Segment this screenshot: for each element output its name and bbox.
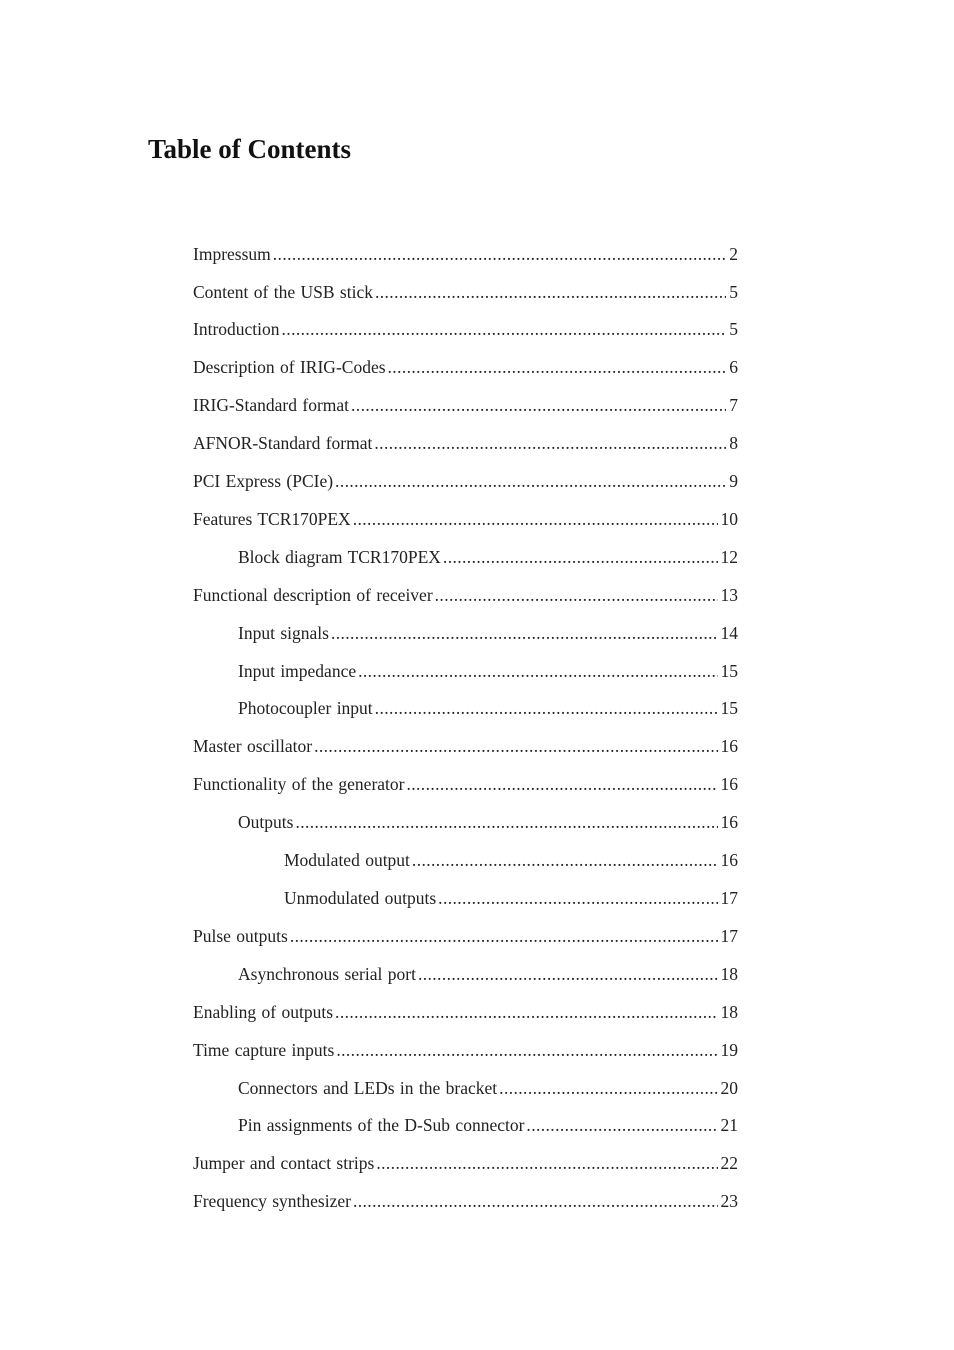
toc-page-number: 5 (729, 319, 738, 339)
toc-page-number: 21 (720, 1115, 738, 1135)
toc-entry-unmodulated-outputs[interactable] (284, 886, 738, 910)
toc-entry-title: Jumper and contact strips (193, 1153, 375, 1173)
toc-entry-title: Description of IRIG-Codes (193, 357, 386, 377)
toc-entry-connectors-leds-bracket[interactable] (238, 1076, 738, 1100)
toc-entry-pin-assignments-dsub[interactable] (238, 1113, 738, 1137)
toc-entry-content-usb-stick[interactable] (193, 280, 738, 304)
toc-entry-jumper-contact-strips[interactable] (193, 1151, 738, 1175)
toc-entry-title: Introduction (193, 319, 280, 339)
toc-entry-master-oscillator[interactable] (193, 734, 738, 758)
toc-entry-pci-express[interactable] (193, 469, 738, 493)
toc-page-number: 17 (720, 888, 738, 908)
toc-page-number: 2 (729, 244, 738, 264)
toc-entry-title: Block diagram TCR170PEX (238, 547, 441, 567)
toc-entry-title: Unmodulated outputs (284, 888, 437, 908)
toc-dot-leader (295, 810, 717, 834)
toc-dot-leader (443, 545, 718, 569)
toc-dot-leader (374, 431, 726, 455)
toc-page-number: 16 (720, 736, 738, 756)
toc-entry-title: IRIG-Standard format (193, 395, 350, 415)
toc-page-number: 16 (720, 812, 738, 832)
toc-dot-leader (499, 1076, 717, 1100)
toc-dot-leader (375, 696, 718, 720)
toc-page-number: 14 (720, 623, 738, 643)
toc-dot-leader (438, 886, 717, 910)
toc-dot-leader (388, 355, 727, 379)
toc-entry-title: Input impedance (238, 661, 357, 681)
toc-entry-title: Outputs (238, 812, 294, 832)
toc-entry-title: PCI Express (PCIe) (193, 471, 334, 491)
toc-page-number: 8 (729, 433, 738, 453)
toc-dot-leader (358, 659, 717, 683)
toc-page-number: 23 (720, 1191, 738, 1211)
toc-entry-title: Functional description of receiver (193, 585, 433, 605)
toc-page-number: 18 (720, 1002, 738, 1022)
toc-entry-title: Asynchronous serial port (238, 964, 416, 984)
toc-entry-title: Functionality of the generator (193, 774, 405, 794)
toc-entry-title: Master oscillator (193, 736, 313, 756)
toc-entry-description-irig-codes[interactable] (193, 355, 738, 379)
toc-page-number: 16 (720, 774, 738, 794)
toc-entry-title: Input signals (238, 623, 329, 643)
toc-page-number: 10 (720, 509, 738, 529)
toc-dot-leader (351, 393, 726, 417)
toc-dot-leader (418, 962, 718, 986)
toc-entry-enabling-outputs[interactable] (193, 1000, 738, 1024)
toc-entry-frequency-synthesizer[interactable] (193, 1189, 738, 1213)
toc-entry-title: Photocoupler input (238, 698, 373, 718)
toc-dot-leader (290, 924, 718, 948)
toc-dot-leader (336, 1038, 717, 1062)
toc-dot-leader (353, 1189, 718, 1213)
toc-entry-title: AFNOR-Standard format (193, 433, 373, 453)
toc-dot-leader (282, 317, 727, 341)
toc-entry-introduction[interactable] (193, 317, 738, 341)
toc-dot-leader (335, 469, 726, 493)
toc-page-number: 13 (720, 585, 738, 605)
toc-entry-functionality-generator[interactable] (193, 772, 738, 796)
toc-entry-input-signals[interactable] (238, 621, 738, 645)
toc-dot-leader (314, 734, 717, 758)
toc-page-number: 22 (720, 1153, 738, 1173)
toc-page-number: 20 (720, 1078, 738, 1098)
toc-entry-title: Enabling of outputs (193, 1002, 334, 1022)
toc-entry-asynchronous-serial-port[interactable] (238, 962, 738, 986)
toc-entry-title: Time capture inputs (193, 1040, 335, 1060)
toc-dot-leader (335, 1000, 717, 1024)
toc-dot-leader (406, 772, 717, 796)
toc-entry-title: Connectors and LEDs in the bracket (238, 1078, 498, 1098)
toc-dot-leader (273, 242, 726, 266)
toc-entry-features-tcr170pex[interactable] (193, 507, 738, 531)
toc-page-number: 15 (720, 698, 738, 718)
toc-page-number: 18 (720, 964, 738, 984)
toc-dot-leader (412, 848, 718, 872)
toc-entry-impressum[interactable] (193, 242, 738, 266)
toc-page-number: 7 (729, 395, 738, 415)
toc-dot-leader (376, 1151, 717, 1175)
toc-page-number: 15 (720, 661, 738, 681)
toc-dot-leader (435, 583, 718, 607)
toc-page-number: 17 (720, 926, 738, 946)
toc-dot-leader (526, 1113, 717, 1137)
toc-page-number: 19 (720, 1040, 738, 1060)
toc-entry-title: Content of the USB stick (193, 282, 373, 302)
toc-entry-photocoupler-input[interactable] (238, 696, 738, 720)
toc-page-number: 16 (720, 850, 738, 870)
toc-entry-modulated-output[interactable] (284, 848, 738, 872)
toc-dot-leader (353, 507, 718, 531)
toc-entry-title: Pulse outputs (193, 926, 288, 946)
toc-entry-irig-standard-format[interactable] (193, 393, 738, 417)
toc-entry-block-diagram[interactable] (238, 545, 738, 569)
toc-entry-title: Modulated output (284, 850, 410, 870)
toc-entry-functional-description-receiver[interactable] (193, 583, 738, 607)
toc-page-number: 6 (729, 357, 738, 377)
toc-page-number: 5 (729, 282, 738, 302)
toc-entry-title: Pin assignments of the D-Sub connector (238, 1115, 525, 1135)
toc-entry-title: Frequency synthesizer (193, 1191, 351, 1211)
toc-entry-title: Features TCR170PEX (193, 509, 351, 529)
toc-entry-pulse-outputs[interactable] (193, 924, 738, 948)
page-title: Table of Contents (148, 134, 352, 164)
toc-page-number: 9 (729, 471, 738, 491)
toc-entry-afnor-standard-format[interactable] (193, 431, 738, 455)
toc-dot-leader (331, 621, 718, 645)
toc-page-number: 12 (720, 547, 738, 567)
toc-entry-time-capture-inputs[interactable] (193, 1038, 738, 1062)
toc-entry-title: Impressum (193, 244, 271, 264)
toc-entry-input-impedance[interactable] (238, 659, 738, 683)
toc-dot-leader (375, 280, 726, 304)
toc-entry-outputs[interactable] (238, 810, 738, 834)
